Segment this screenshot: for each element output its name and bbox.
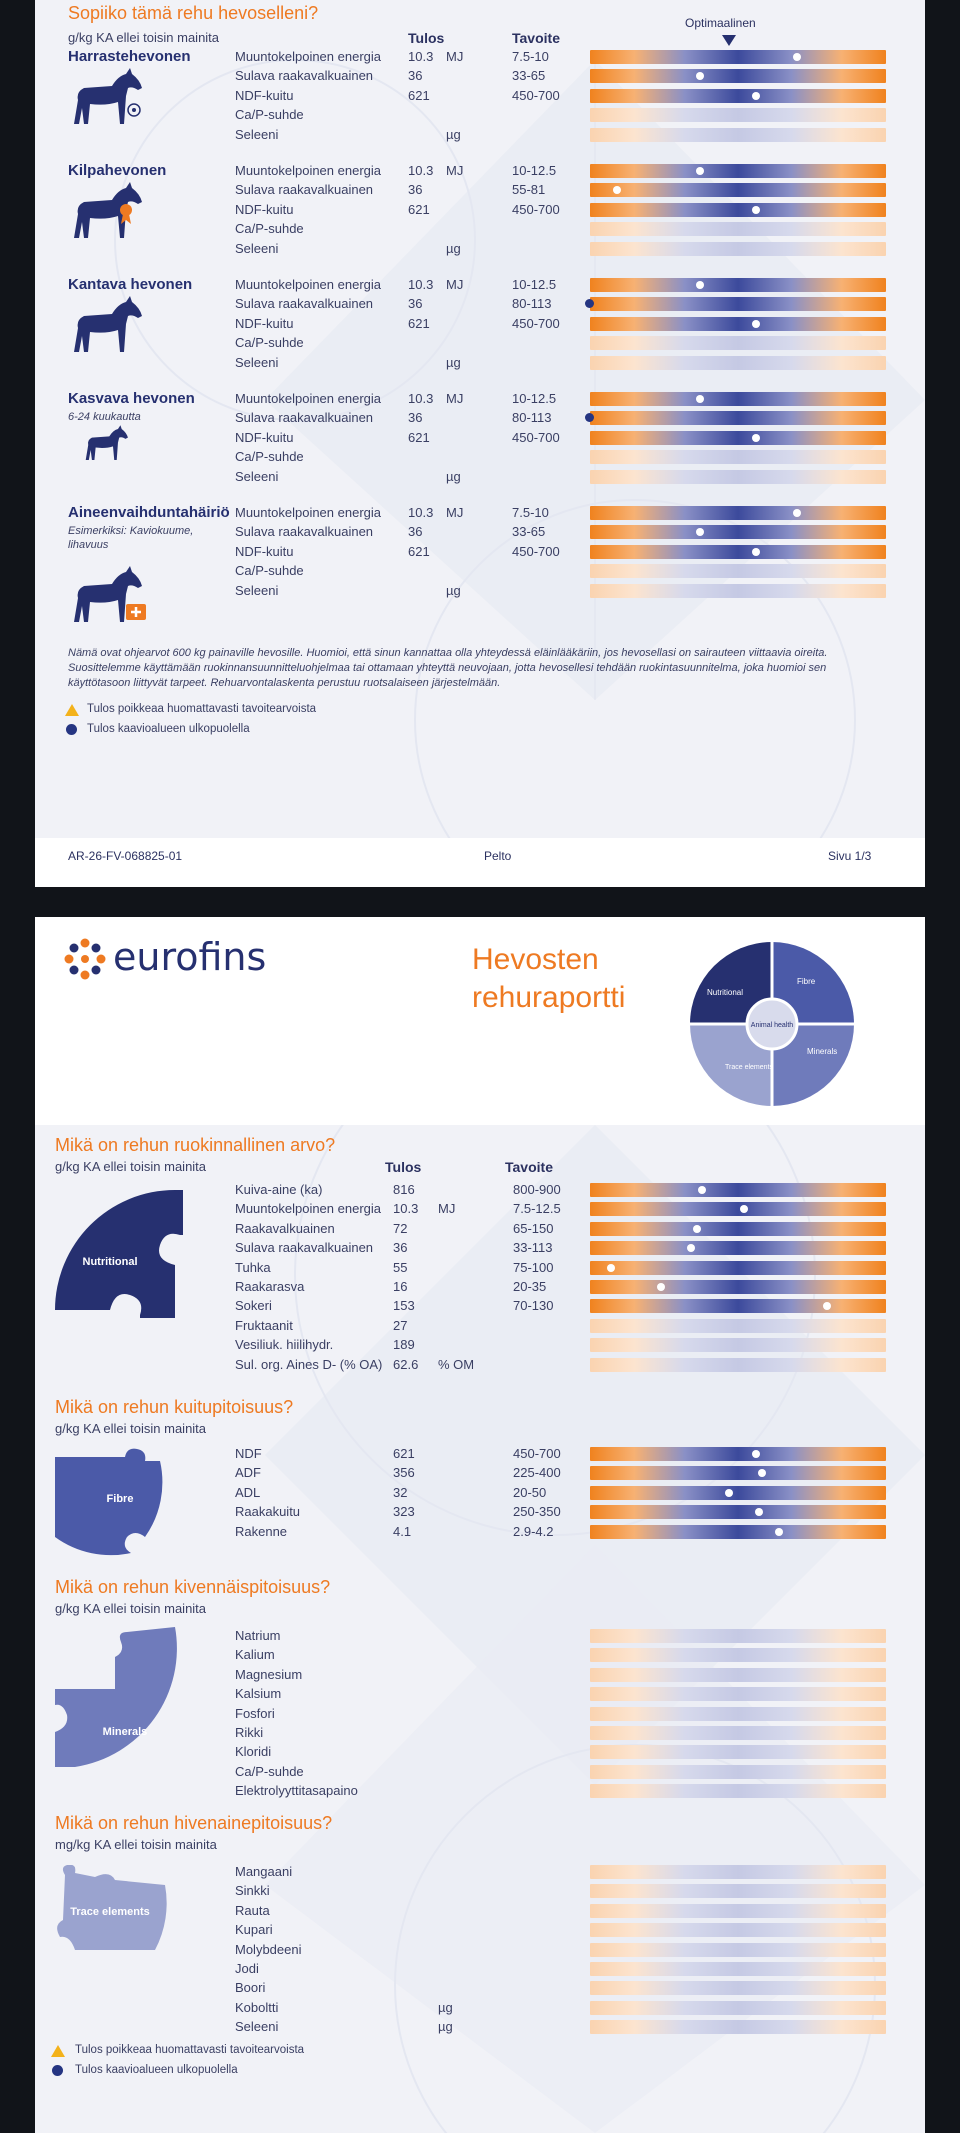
range-bar — [590, 1981, 886, 1995]
puzzle-piece-label: Trace elements — [70, 1906, 150, 1918]
row-unit: MJ — [446, 163, 464, 178]
eurofins-logo-icon — [63, 937, 107, 981]
value-marker — [696, 167, 704, 175]
section-title: Mikä on rehun kivennäispitoisuus? — [55, 1577, 331, 1597]
range-bar — [590, 1668, 886, 1682]
row-value: 10.3 — [408, 505, 434, 520]
row-label: Kupari — [235, 1922, 273, 1938]
value-marker — [740, 1205, 748, 1213]
row-value: 621 — [408, 543, 430, 559]
range-bar — [590, 1241, 886, 1255]
warning-icon — [65, 704, 79, 716]
row-label: Fosfori — [235, 1705, 275, 1721]
row-unit: MJ — [438, 1201, 456, 1217]
unit-note: g/kg KA ellei toisin mainita — [55, 1159, 207, 1174]
unit-note: mg/kg KA ellei toisin mainita — [55, 1837, 217, 1852]
puzzle-minerals-label: Minerals — [807, 1047, 838, 1056]
range-bar — [590, 1943, 886, 1957]
range-bar — [590, 1358, 886, 1372]
value-marker — [696, 528, 704, 536]
row-value: 36 — [408, 182, 423, 198]
row-unit: MJ — [446, 277, 464, 292]
value-marker — [775, 1528, 783, 1536]
puzzle-center-label: Animal health — [750, 1022, 794, 1029]
range-bar — [590, 1745, 886, 1759]
row-label: Ca/P-suhde — [235, 449, 304, 465]
row-target: 75-100 — [513, 1259, 554, 1275]
range-bar — [590, 545, 886, 559]
group-name: Harrastehevonen — [68, 48, 191, 65]
row-label: Raakavalkuainen — [235, 1220, 335, 1236]
row-value: 356 — [393, 1465, 415, 1481]
row-label: Sokeri — [235, 1298, 272, 1314]
row-target: 7.5-10 — [512, 505, 549, 520]
value-marker — [752, 548, 760, 556]
range-bar — [590, 1629, 886, 1643]
row-label: Sulava raakavalkuainen — [235, 1240, 374, 1256]
section-title: Mikä on rehun kuitupitoisuus? — [55, 1397, 294, 1417]
range-bar — [590, 564, 886, 578]
row-label: Magnesium — [235, 1666, 303, 1682]
range-bar — [590, 1904, 886, 1918]
range-bar — [590, 128, 886, 142]
puzzle-piece-label: Nutritional — [82, 1256, 138, 1268]
row-value: 36 — [408, 524, 423, 540]
row-value: 55 — [393, 1259, 408, 1275]
range-bar — [590, 242, 886, 256]
range-bar — [590, 525, 886, 539]
legend-dot-text: Tulos kaavioalueen ulkopuolella — [75, 2064, 238, 2076]
row-label: Seleeni — [235, 126, 279, 142]
row-label: Sulava raakavalkuainen — [235, 410, 374, 426]
range-bar — [590, 1183, 886, 1197]
range-bar — [590, 108, 886, 122]
range-bar — [590, 89, 886, 103]
row-label: Jodi — [235, 1961, 259, 1976]
foal-icon — [68, 408, 148, 475]
row-label: ADL — [235, 1484, 261, 1500]
value-marker — [793, 509, 801, 517]
column-header-target: Tavoite — [505, 1159, 553, 1175]
row-target: 225-400 — [513, 1465, 561, 1481]
optimal-label: Optimaalinen — [685, 16, 756, 30]
value-marker — [696, 281, 704, 289]
row-target: 450-700 — [512, 87, 560, 103]
row-value: 621 — [408, 87, 430, 103]
range-bar — [590, 1784, 886, 1798]
value-marker — [793, 53, 801, 61]
column-header-result: Tulos — [385, 1159, 422, 1175]
fibre-puzzle-icon — [55, 1447, 165, 1562]
range-bar — [590, 1923, 886, 1937]
warning-icon — [51, 2045, 65, 2057]
value-marker — [752, 434, 760, 442]
group-subtitle: 6-24 kuukautta — [68, 411, 141, 423]
report-title-line1: Hevosten — [472, 943, 599, 976]
range-bar — [590, 183, 886, 197]
sample-name: Pelto — [484, 849, 512, 863]
row-label: NDF — [235, 1446, 262, 1461]
value-marker — [613, 186, 621, 194]
row-label: Rikki — [235, 1725, 264, 1740]
value-marker — [725, 1489, 733, 1497]
row-label: Fruktaanit — [235, 1317, 293, 1333]
report-id: AR-26-FV-068825-01 — [68, 849, 183, 863]
range-bar — [590, 1466, 886, 1480]
row-target: 10-12.5 — [512, 277, 557, 292]
row-label: Sinkki — [235, 1883, 270, 1899]
range-bar — [590, 1648, 886, 1662]
group-subtitle: Esimerkiksi: Kaviokuume, lihavuus — [68, 525, 194, 551]
row-unit: % OM — [438, 1356, 475, 1372]
row-label: NDF-kuitu — [235, 201, 294, 217]
range-bar — [590, 1687, 886, 1701]
row-label: Boori — [235, 1980, 266, 1996]
logo-text: eurofins — [113, 935, 267, 979]
outside-range-dot — [585, 413, 594, 422]
row-label: Muuntokelpoinen energia — [235, 49, 381, 64]
row-label: NDF-kuitu — [235, 87, 294, 103]
row-value: 621 — [408, 201, 430, 217]
range-bar — [590, 1447, 886, 1461]
horse-medical-icon — [68, 564, 148, 631]
range-bar — [590, 1707, 886, 1721]
row-target: 33-65 — [512, 524, 546, 540]
range-bar — [590, 392, 886, 406]
row-unit: MJ — [446, 505, 464, 520]
row-label: Kalium — [235, 1647, 275, 1663]
row-target: 450-700 — [513, 1446, 561, 1461]
row-target: 33-113 — [513, 1240, 553, 1256]
row-label: Tuhka — [235, 1259, 271, 1275]
row-label: Seleeni — [235, 354, 279, 370]
row-label: NDF-kuitu — [235, 429, 294, 445]
row-label: NDF-kuitu — [235, 315, 294, 331]
row-value: 32 — [393, 1484, 408, 1500]
group-name: Kantava hevonen — [68, 276, 193, 293]
minerals-puzzle-icon — [55, 1627, 180, 1782]
animal-health-puzzle-icon — [687, 939, 857, 1109]
row-value: 10.3 — [408, 49, 434, 64]
range-bar — [590, 2020, 886, 2034]
row-target: 70-130 — [513, 1298, 554, 1314]
range-bar — [590, 1202, 886, 1216]
page-footer — [35, 838, 925, 887]
value-marker — [698, 1186, 706, 1194]
row-target: 2.9-4.2 — [513, 1523, 554, 1539]
group-name: Aineenvaihduntahäiriö — [68, 504, 230, 521]
unit-note: g/kg KA ellei toisin mainita — [68, 30, 220, 45]
row-value: 621 — [408, 315, 430, 331]
row-label: ADF — [235, 1465, 261, 1481]
row-label: NDF-kuitu — [235, 543, 294, 559]
range-bar — [590, 222, 886, 236]
section-title: Sopiiko tämä rehu hevoselleni? — [68, 3, 319, 23]
value-marker — [752, 320, 760, 328]
unit-note: g/kg KA ellei toisin mainita — [55, 1601, 207, 1616]
row-label: Sulava raakavalkuainen — [235, 182, 374, 198]
row-label: Rakenne — [235, 1523, 288, 1539]
row-label: Elektrolyyttitasapaino — [235, 1783, 358, 1799]
range-bar — [590, 1525, 886, 1539]
range-bar — [590, 2001, 886, 2015]
row-target: 20-35 — [513, 1279, 547, 1294]
range-bar — [590, 50, 886, 64]
range-bar — [590, 278, 886, 292]
range-bar — [590, 317, 886, 331]
row-label: Sul. org. Aines D- (% OA) — [235, 1356, 383, 1372]
row-label: Raakakuitu — [235, 1504, 301, 1520]
group-name: Kilpahevonen — [68, 162, 167, 179]
row-target: 250-350 — [513, 1504, 561, 1520]
row-label: Koboltti — [235, 1999, 279, 2015]
row-value: 153 — [393, 1298, 415, 1314]
disclaimer-note: Nämä ovat ohjearvot 600 kg painaville hevosille. Huomioi, että sinun kannattaa olla yhteydessä eläinlääkäriin, jos hevosellasi on sairauteen viittaavia oireita. Suosittelemme käyttämään ruokinnansuunnitteluohjelmaa tai ottamaan yhteyttä neuvojaan, jotta hevosellesi tehdään ruokintasuunnitelma, joka huomioi sen käyttötasoon liittyvät tarpeet. Rehuarvontalaskenta perustuu ruotsalaiseen järjestelmään. — [68, 647, 828, 689]
puzzle-piece-label: Fibre — [106, 1493, 134, 1505]
row-target: 65-150 — [513, 1220, 554, 1236]
range-bar — [590, 1726, 886, 1740]
row-value: 10.3 — [408, 277, 434, 292]
value-marker — [752, 92, 760, 100]
row-label: Muuntokelpoinen energia — [235, 391, 381, 406]
puzzle-fibre-label: Fibre — [797, 977, 816, 986]
racehorse-icon — [68, 180, 148, 247]
nutritional-puzzle-icon — [55, 1190, 185, 1325]
row-label: Seleeni — [235, 2019, 279, 2035]
row-value: 816 — [393, 1182, 415, 1197]
range-bar — [590, 470, 886, 484]
range-bar — [590, 69, 886, 83]
range-bar — [590, 1486, 886, 1500]
row-value: 10.3 — [408, 163, 434, 178]
row-target: 33-65 — [512, 68, 546, 84]
value-marker — [696, 395, 704, 403]
row-label: Ca/P-suhde — [235, 221, 304, 237]
row-target: 80-113 — [512, 410, 552, 426]
value-marker — [687, 1244, 695, 1252]
legend-dot-text: Tulos kaavioalueen ulkopuolella — [87, 723, 250, 735]
row-unit: MJ — [446, 49, 464, 64]
value-marker — [696, 72, 704, 80]
row-value: 72 — [393, 1220, 408, 1236]
row-value: 621 — [393, 1446, 415, 1461]
row-label: Mangaani — [235, 1864, 293, 1879]
row-label: Molybdeeni — [235, 1941, 302, 1957]
row-label: Ca/P-suhde — [235, 563, 304, 579]
range-bar — [590, 1865, 886, 1879]
row-value: 36 — [408, 410, 423, 426]
row-target: 7.5-10 — [512, 49, 549, 64]
range-bar — [590, 1765, 886, 1779]
value-marker — [693, 1225, 701, 1233]
report-title-line2: rehuraportti — [472, 981, 626, 1014]
outside-range-dot-icon — [52, 2065, 63, 2076]
range-bar — [590, 1962, 886, 1976]
row-target: 800-900 — [513, 1182, 561, 1197]
legend-warning-text: Tulos poikkeaa huomattavasti tavoitearvoista — [87, 703, 317, 715]
row-target: 80-113 — [512, 296, 552, 312]
value-marker — [758, 1469, 766, 1477]
row-label: Sulava raakavalkuainen — [235, 524, 374, 540]
range-bar — [590, 1884, 886, 1898]
range-bar — [590, 1319, 886, 1333]
column-header-result: Tulos — [408, 30, 445, 46]
row-value: 4.1 — [393, 1523, 412, 1539]
range-bar — [590, 584, 886, 598]
row-value: 62.6 — [393, 1356, 419, 1372]
puzzle-piece-label: Minerals — [102, 1726, 148, 1738]
row-target: 10-12.5 — [512, 163, 557, 178]
row-label: Muuntokelpoinen energia — [235, 277, 381, 292]
range-bar — [590, 203, 886, 217]
row-target: 7.5-12.5 — [513, 1201, 561, 1217]
horse-icon — [68, 66, 148, 133]
row-label: Kloridi — [235, 1744, 272, 1760]
row-label: Ca/P-suhde — [235, 107, 304, 123]
outside-range-dot-icon — [66, 724, 77, 735]
row-value: 36 — [393, 1240, 408, 1256]
range-bar — [590, 1222, 886, 1236]
row-unit: µg — [446, 126, 461, 142]
row-unit: µg — [438, 2019, 453, 2035]
row-value: 16 — [393, 1279, 408, 1294]
row-value: 36 — [408, 68, 423, 84]
row-unit: µg — [446, 468, 461, 484]
value-marker — [607, 1264, 615, 1272]
range-bar — [590, 297, 886, 311]
row-label: Ca/P-suhde — [235, 1763, 304, 1779]
row-value: 323 — [393, 1504, 415, 1520]
row-target: 450-700 — [512, 543, 560, 559]
value-marker — [752, 206, 760, 214]
row-label: Sulava raakavalkuainen — [235, 296, 374, 312]
row-value: 621 — [408, 429, 430, 445]
row-label: Muuntokelpoinen energia — [235, 163, 381, 178]
row-label: Ca/P-suhde — [235, 335, 304, 351]
page-number: Sivu 1/3 — [828, 849, 872, 863]
range-bar — [590, 411, 886, 425]
value-marker — [752, 1450, 760, 1458]
row-label: Seleeni — [235, 582, 279, 598]
row-label: Kalsium — [235, 1686, 282, 1702]
value-marker — [755, 1508, 763, 1516]
puzzle-nutritional-label: Nutritional — [707, 988, 744, 997]
range-bar — [590, 450, 886, 464]
range-bar — [590, 1338, 886, 1352]
outside-range-dot — [585, 299, 594, 308]
range-bar — [590, 1280, 886, 1294]
row-label: Natrium — [235, 1628, 281, 1643]
optimal-marker-icon — [722, 35, 736, 46]
row-unit: µg — [446, 240, 461, 256]
value-marker — [657, 1283, 665, 1291]
range-bar — [590, 431, 886, 445]
row-target: 55-81 — [512, 182, 546, 198]
range-bar — [590, 356, 886, 370]
value-marker — [823, 1302, 831, 1310]
section-title: Mikä on rehun ruokinnallinen arvo? — [55, 1135, 336, 1155]
row-unit: µg — [446, 582, 461, 598]
row-unit: µg — [446, 354, 461, 370]
row-target: 450-700 — [512, 315, 560, 331]
row-label: Raakarasva — [235, 1279, 305, 1294]
row-value: 10.3 — [393, 1201, 419, 1217]
range-bar — [590, 336, 886, 350]
row-value: 10.3 — [408, 391, 434, 406]
row-target: 10-12.5 — [512, 391, 557, 406]
row-label: Rauta — [235, 1902, 270, 1918]
report-page-2 — [35, 917, 925, 2133]
range-bar — [590, 1299, 886, 1313]
column-header-target: Tavoite — [512, 30, 560, 46]
report-page-1 — [35, 0, 925, 887]
row-label: Seleeni — [235, 468, 279, 484]
row-label: Vesiliuk. hiilihydr. — [235, 1337, 334, 1353]
row-unit: µg — [438, 1999, 453, 2015]
range-bar — [590, 164, 886, 178]
row-label: Seleeni — [235, 240, 279, 256]
row-value: 27 — [393, 1317, 408, 1333]
row-label: Sulava raakavalkuainen — [235, 68, 374, 84]
range-bar — [590, 1505, 886, 1519]
unit-note: g/kg KA ellei toisin mainita — [55, 1421, 207, 1436]
row-value: 189 — [393, 1337, 415, 1353]
row-label: Muuntokelpoinen energia — [235, 1201, 381, 1217]
puzzle-trace-label: Trace elements — [725, 1064, 773, 1071]
row-target: 450-700 — [512, 429, 560, 445]
row-unit: MJ — [446, 391, 464, 406]
pregnant-mare-icon — [68, 294, 148, 361]
section-title: Mikä on rehun hivenainepitoisuus? — [55, 1813, 333, 1833]
range-bar — [590, 506, 886, 520]
row-target: 450-700 — [512, 201, 560, 217]
row-value: 36 — [408, 296, 423, 312]
range-bar — [590, 1261, 886, 1275]
row-label: Muuntokelpoinen energia — [235, 505, 381, 520]
trace-elements-puzzle-icon — [55, 1865, 175, 1960]
group-name: Kasvava hevonen — [68, 390, 195, 407]
row-target: 20-50 — [513, 1484, 547, 1500]
row-label: Kuiva-aine (ka) — [235, 1182, 323, 1197]
legend-warning-text: Tulos poikkeaa huomattavasti tavoitearvoista — [75, 2044, 305, 2056]
